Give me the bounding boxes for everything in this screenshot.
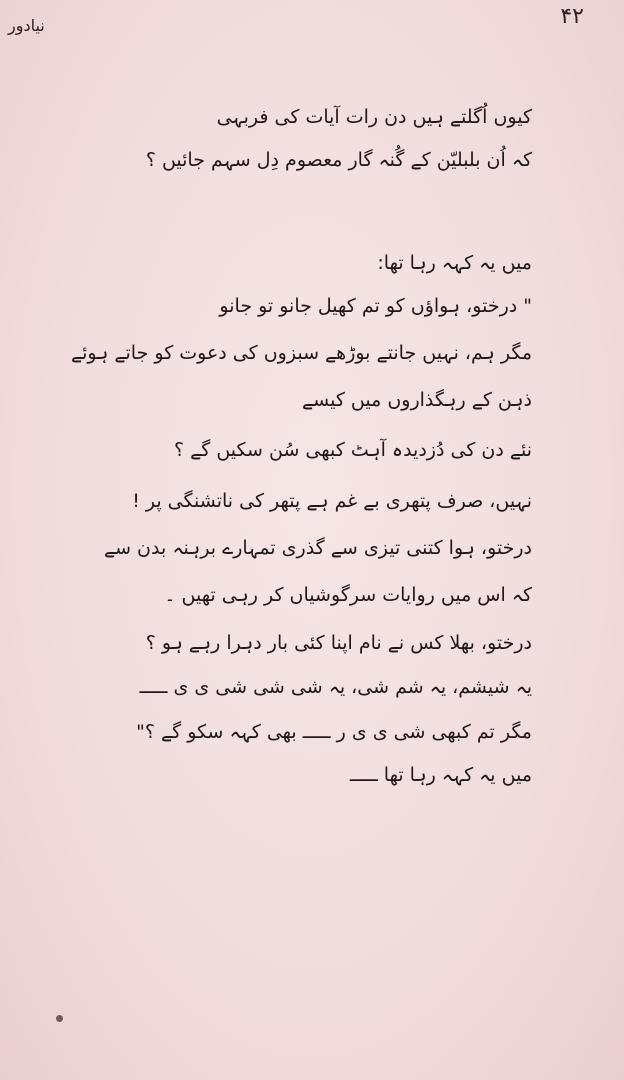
poem-line: یہ شیشم، یہ شم شی، یہ شی شی شی ی ی ـــــ [139, 676, 532, 698]
poem-line: ذہن کے رہگذاروں میں کیسے [302, 389, 532, 411]
poem-line: " درختو، ہواؤں کو تم کھیل جانو تو جانو [219, 295, 532, 317]
poem-line: کہ اس میں روایات سرگوشیاں کر رہی تھیں ۔ [164, 584, 532, 606]
magazine-name: نیادور [8, 16, 45, 35]
ink-spot [56, 1015, 63, 1022]
poem-line: درختو، بھلا کس نے نام اپنا کئی بار دہرا رہے ہو ؟ [145, 632, 532, 654]
poem-line: مگر ہم، نہیں جانتے بوڑھے سبزوں کی دعوت کو جاتے ہوئے [70, 342, 532, 364]
poem-line: درختو، ہوا کتنی تیزی سے گذری تمہارے برہنہ بدن سے [103, 537, 532, 559]
poem-line: میں یہ کہہ رہا تھا: [377, 252, 532, 274]
poem-line: نہیں، صرف پتھری بے غم ہے پتھر کی ناتشنگی پر ! [132, 490, 532, 512]
page-number: ۴۲ [560, 4, 584, 29]
poem-line: کیوں اُگلتے ہیں دن رات آیات کی فربہی [216, 106, 532, 128]
poem-line: مگر تم کبھی شی ی ی ر ـــــ بھی کہہ سکو گے ؟" [136, 721, 532, 743]
poem-line: میں یہ کہہ رہا تھا ـــــ [349, 764, 532, 786]
poem-line: نئے دن کی دُزدیدہ آہٹ کبھی سُن سکیں گے ؟ [174, 439, 532, 461]
poem-line: کہ اُن بلبلیّن کے گُنہ گار معصوم دِل سہم جائیں ؟ [145, 149, 532, 171]
